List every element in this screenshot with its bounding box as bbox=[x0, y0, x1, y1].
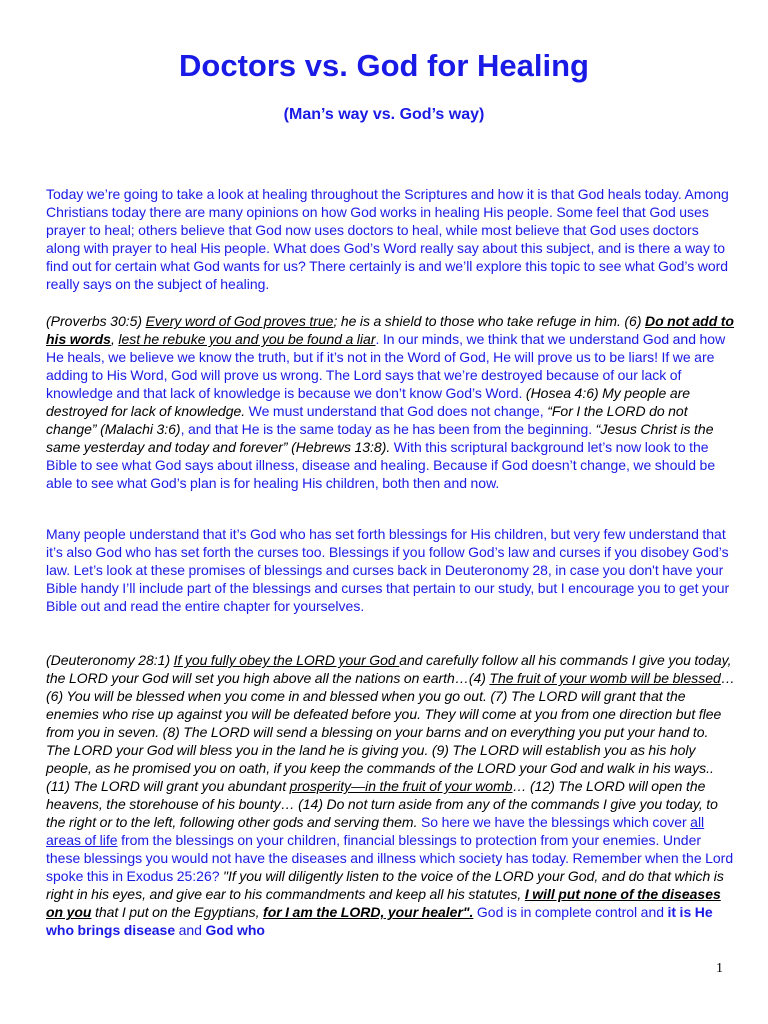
page-number: 1 bbox=[716, 961, 723, 976]
scripture-underlined: Every word of God proves true bbox=[145, 313, 334, 329]
commentary-text: . In our minds, we think that we understand God and how He heals, we believe we know the truth, but if it’s not in the Word of God, He will prove us to be liars! If we are adding to His Word, God will prove us wrong. The Lord says that we’re destroyed because of our lack of knowledge and that lack of knowledge is because we don’t know God’s Word. bbox=[46, 331, 726, 401]
paragraph-proverbs bbox=[46, 312, 736, 492]
scripture-ref: (Deuteronomy 28:1) bbox=[46, 652, 174, 668]
scripture-text: ; he is a shield to those who take refuge in him. (6) bbox=[333, 313, 645, 329]
scripture-text: …(6) You will be blessed when you come in and blessed when you go out. (7) The LORD will grant that the enemies who rise up against you will be defeated before you. They will come at you from one direction but flee from you in seven. (8) The LORD will send a blessing on your barns and on everything you put your hand to. The LORD your God will bless you in the land he is giving you. (9) The LORD will establish you as his holy people, as he promised you on oath, if you keep the commands of the LORD your God and walk in his ways.. (11) The LORD will grant you abundant bbox=[46, 670, 735, 794]
paragraph-blessings-curses: Many people understand that it’s God who has set forth blessings for His children, but very few understand that it’s also God who has set forth the curses too. Blessings if you follow God’s law and curses if you disobey God’s law. Let’s look at these promises of blessings and curses back in Deuteronomy 28, in case you don't have your Bible handy I’ll include part of the blessings and curses that pertain to our study, but I encourage you to get your Bible out and read the entire chapter for yourselves. bbox=[46, 526, 730, 614]
scripture-quote: (Hosea 4:6) My people are destroyed for lack of knowledge. bbox=[46, 385, 691, 419]
commentary-bold: God who bbox=[205, 922, 265, 938]
commentary-text: We must understand that God does not change, bbox=[245, 403, 548, 419]
commentary-text: So here we have the blessings which cover bbox=[417, 814, 691, 830]
commentary-underlined: all areas of life bbox=[46, 814, 705, 848]
page-title: Doctors vs. God for Healing bbox=[179, 48, 589, 83]
scripture-quote: “Jesus Christ is the same yesterday and today and forever” (Hebrews 13:8). bbox=[46, 421, 714, 455]
commentary-text: With this scriptural background let’s now look to the Bible to see what God says about illness, disease and healing. Because if God doesn’t change, we should be able to see what God’s plan is for healing His children, both then and now. bbox=[46, 439, 716, 491]
commentary-text: God is in complete control and bbox=[473, 904, 668, 920]
scripture-text: … (12) The LORD will open the heavens, the storehouse of his bounty… (14) Do not turn aside from any of the commands I give you today, to the right or to the left, following other gods and serving them. bbox=[46, 778, 718, 830]
commentary-text: from the blessings on your children, financial blessings to protection from your enemies. Under these blessings you would not have the diseases and illness which society has today. Remember when the Lord spoke this in Exodus 25:26? bbox=[46, 832, 734, 884]
commentary-text: , and that He is the same today as he has been from the beginning. bbox=[180, 421, 596, 437]
scripture-quote: “For I the LORD do not change” (Malachi 3:6) bbox=[46, 403, 688, 437]
scripture-underlined: If you fully obey the LORD your God bbox=[173, 652, 400, 668]
scripture-ref: (Proverbs 30:5) bbox=[46, 313, 146, 329]
commentary-bold: it is He who brings disease bbox=[46, 904, 713, 938]
commentary-text: and bbox=[175, 922, 206, 938]
paragraph-intro: Today we’re going to take a look at healing throughout the Scriptures and how it is that God heals today. Among Christians today there are many opinions on how God works in healing His people. Some feel that God uses prayer to heal; others believe that God now uses doctors to heal, while most believe that God uses doctors along with prayer to heal His people. What does God’s Word really say about this subject, and is there a way to find out for certain what God wants for us? There certainly is and we’ll explore this topic to see what God’s word really says on the subject of healing. bbox=[46, 186, 729, 292]
scripture-quote: that I put on the Egyptians, bbox=[91, 904, 264, 920]
scripture-text: and carefully follow all his commands I give you today, the LORD your God will set you high above all the nations on earth…(4) bbox=[46, 652, 732, 686]
scripture-underlined: prosperity—in the fruit of your womb bbox=[289, 778, 513, 794]
scripture-underlined: lest he rebuke you and you be found a liar bbox=[118, 331, 376, 347]
scripture-text: , bbox=[110, 331, 119, 347]
scripture-underlined: The fruit of your womb will be blessed bbox=[489, 670, 721, 686]
paragraph-deuteronomy bbox=[46, 651, 736, 939]
page-subtitle: (Man’s way vs. God’s way) bbox=[283, 106, 485, 123]
scripture-quote: "If you will diligently listen to the voice of the LORD your God, and do that which is right in his eyes, and give ear to his commandments and keep all his statutes, bbox=[46, 868, 724, 902]
scripture-emphasis: for I am the LORD, your healer". bbox=[263, 904, 474, 920]
scripture-emphasis: Do not add to his words bbox=[46, 313, 734, 347]
scripture-emphasis: I will put none of the diseases on you bbox=[46, 886, 721, 920]
